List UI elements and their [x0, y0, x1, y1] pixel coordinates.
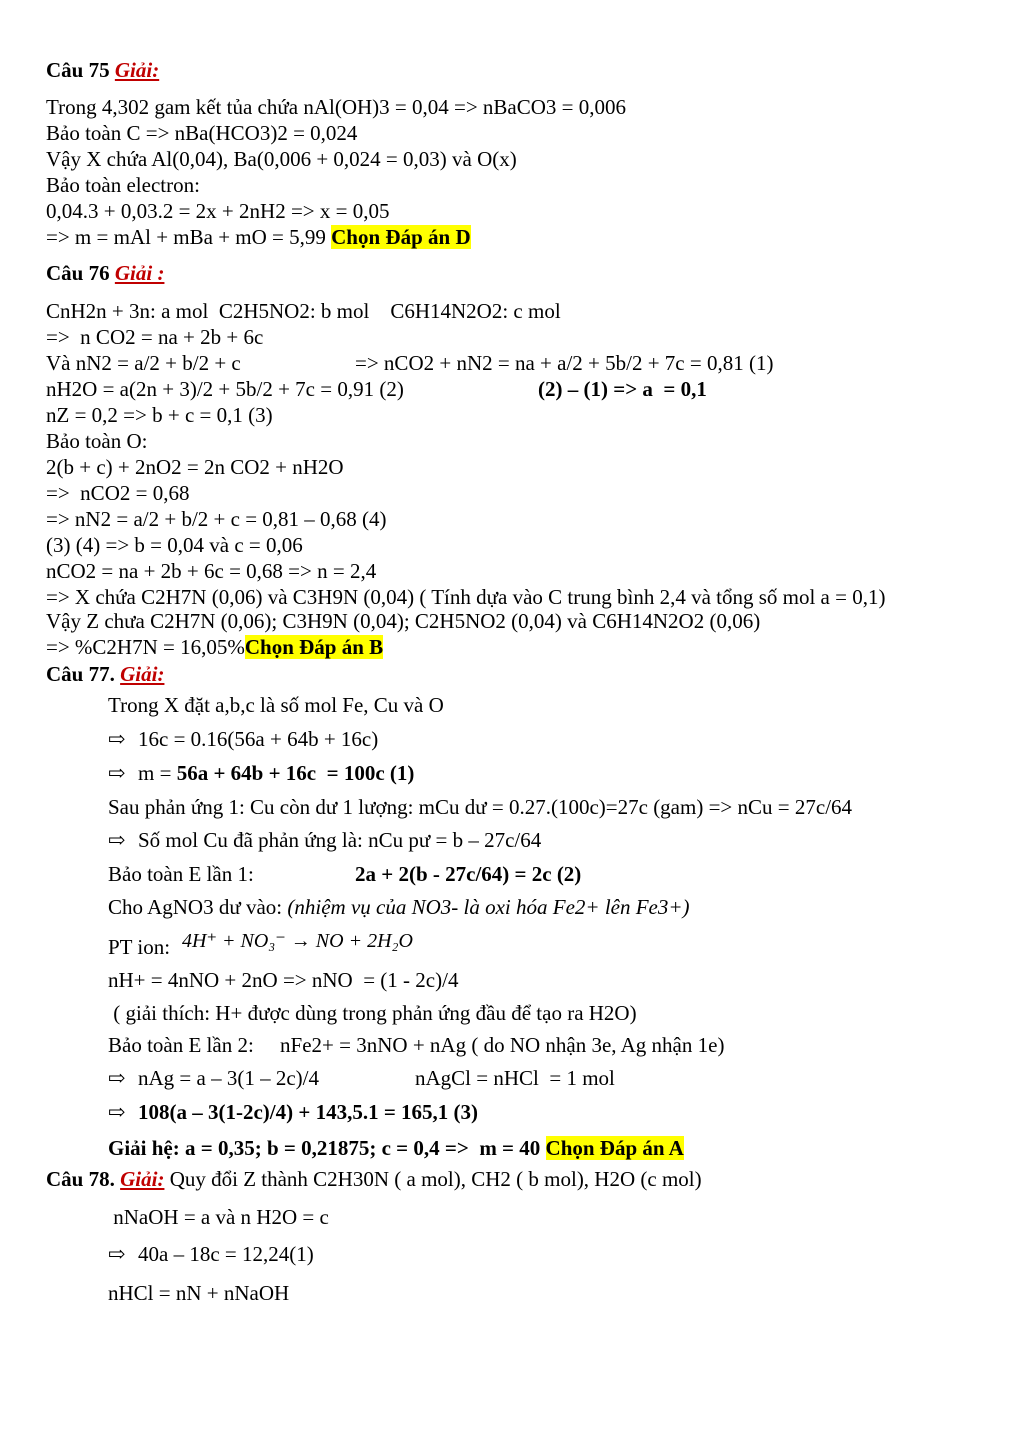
- q77-line-7: Cho AgNO3 dư vào: (nhiệm vụ của NO3- là oxi hóa Fe2+ lên Fe3+): [108, 895, 690, 919]
- arrow-icon: ⇨: [108, 1066, 126, 1090]
- q77-line-12: ⇨ nAg = a – 3(1 – 2c)/4: [108, 1066, 319, 1090]
- q76-line-10: (3) (4) => b = 0,04 và c = 0,06: [46, 533, 303, 557]
- q78-line-2: ⇨ 40a – 18c = 12,24(1): [108, 1242, 314, 1266]
- q76-line-9: => nN2 = a/2 + b/2 + c = 0,81 – 0,68 (4): [46, 507, 387, 531]
- arrow-icon: ⇨: [108, 727, 126, 751]
- q76-line-3: Và nN2 = a/2 + b/2 + c: [46, 351, 241, 375]
- q76-line-2: => n CO2 = na + 2b + 6c: [46, 325, 264, 349]
- q76-line-6: Bảo toàn O:: [46, 429, 148, 453]
- arrow-icon: ⇨: [108, 1100, 126, 1124]
- q76-line-4: nH2O = a(2n + 3)/2 + 5b/2 + 7c = 0,91 (2): [46, 377, 404, 401]
- q75-line-2: Bảo toàn C => nBa(HCO3)2 = 0,024: [46, 121, 358, 145]
- q76-answer: Chọn Đáp án B: [244, 635, 384, 659]
- q77-giai: Giải:: [120, 662, 165, 686]
- q77-line-2: ⇨ 16c = 0.16(56a + 64b + 16c): [108, 727, 379, 751]
- q76-line-3b: => nCO2 + nN2 = na + a/2 + 5b/2 + 7c = 0,81 (1): [355, 351, 774, 375]
- q77-line-12b: nAgCl = nHCl = 1 mol: [415, 1066, 615, 1090]
- q75-line-6: => m = mAl + mBa + mO = 5,99 Chọn Đáp án D: [46, 225, 471, 249]
- q77-answer: Chọn Đáp án A: [545, 1136, 684, 1160]
- q78-line-3: nHCl = nN + nNaOH: [108, 1281, 290, 1305]
- q77-line-3: ⇨ m = 56a + 64b + 16c = 100c (1): [108, 761, 415, 785]
- q76-heading: Câu 76 Giải :: [46, 261, 165, 285]
- q75-line-4: Bảo toàn electron:: [46, 173, 200, 197]
- q76-giai: Giải :: [114, 261, 165, 285]
- q78-giai: Giải:: [120, 1167, 165, 1191]
- q76-line-13: Vậy Z chưa C2H7N (0,06); C3H9N (0,04); C2H5NO2 (0,04) và C6H14N2O2 (0,06): [46, 609, 761, 633]
- q78-heading: Câu 78. Giải: Quy đổi Z thành C2H30N ( a mol), CH2 ( b mol), H2O (c mol): [46, 1167, 702, 1191]
- q75-answer: Chọn Đáp án D: [331, 225, 471, 249]
- arrow-icon: ⇨: [108, 761, 126, 785]
- q77-line-9: nH+ = 4nNO + 2nO => nNO = (1 - 2c)/4: [108, 968, 459, 992]
- q76-line-1: CnH2n + 3n: a mol C2H5NO2: b mol C6H14N2O2: c mol: [46, 299, 561, 323]
- q76-line-4b: (2) – (1) => a = 0,1: [538, 377, 707, 401]
- q75-line-5: 0,04.3 + 0,03.2 = 2x + 2nH2 => x = 0,05: [46, 199, 390, 223]
- q75-giai: Giải:: [114, 58, 160, 82]
- q77-line-6: Bảo toàn E lần 1:: [108, 862, 254, 886]
- q76-line-14: => %C2H7N = 16,05%Chọn Đáp án B: [46, 635, 384, 659]
- q77-heading: Câu 77. Giải:: [46, 662, 165, 686]
- q77-line-13: ⇨ 108(a – 3(1-2c)/4) + 143,5.1 = 165,1 (3): [108, 1100, 479, 1124]
- q77-line-5: ⇨ Số mol Cu đã phản ứng là: nCu pư = b – 27c/64: [108, 828, 542, 852]
- q75-line-1: Trong 4,302 gam kết tủa chứa nAl(OH)3 = 0,04 => nBaCO3 = 0,006: [46, 95, 627, 119]
- ion-equation: 4H⁺ + NO₃⁻ → NO + 2H₂O: [182, 930, 413, 952]
- q78-line-1: nNaOH = a và n H2O = c: [108, 1205, 329, 1229]
- q77-line-6b: 2a + 2(b - 27c/64) = 2c (2): [355, 862, 582, 886]
- q75-line-3: Vậy X chứa Al(0,04), Ba(0,006 + 0,024 = 0,03) và O(x): [46, 147, 517, 171]
- q77-line-10: ( giải thích: H+ được dùng trong phản ứng đầu để tạo ra H2O): [108, 1001, 637, 1025]
- arrow-icon: ⇨: [108, 828, 126, 852]
- q75-heading: Câu 75 Giải:: [46, 58, 160, 82]
- q76-line-12: => X chứa C2H7N (0,06) và C3H9N (0,04) ( Tính dựa vào C trung bình 2,4 và tổng số mol a = 0,1): [46, 585, 886, 609]
- arrow-icon: ⇨: [108, 1242, 126, 1266]
- q77-line-11: Bảo toàn E lần 2: nFe2+ = 3nNO + nAg ( do NO nhận 3e, Ag nhận 1e): [108, 1033, 725, 1057]
- q76-line-5: nZ = 0,2 => b + c = 0,1 (3): [46, 403, 273, 427]
- q76-line-11: nCO2 = na + 2b + 6c = 0,68 => n = 2,4: [46, 559, 377, 583]
- q76-line-8: => nCO2 = 0,68: [46, 481, 190, 505]
- q77-line-1: Trong X đặt a,b,c là số mol Fe, Cu và O: [108, 693, 444, 717]
- q76-line-7: 2(b + c) + 2nO2 = 2n CO2 + nH2O: [46, 455, 344, 479]
- q77-line-14: Giải hệ: a = 0,35; b = 0,21875; c = 0,4 => m = 40 Chọn Đáp án A: [108, 1136, 684, 1160]
- q77-line-4: Sau phản ứng 1: Cu còn dư 1 lượng: mCu dư = 0.27.(100c)=27c (gam) => nCu = 27c/64: [108, 795, 853, 819]
- q77-line-8: PT ion:: [108, 935, 176, 959]
